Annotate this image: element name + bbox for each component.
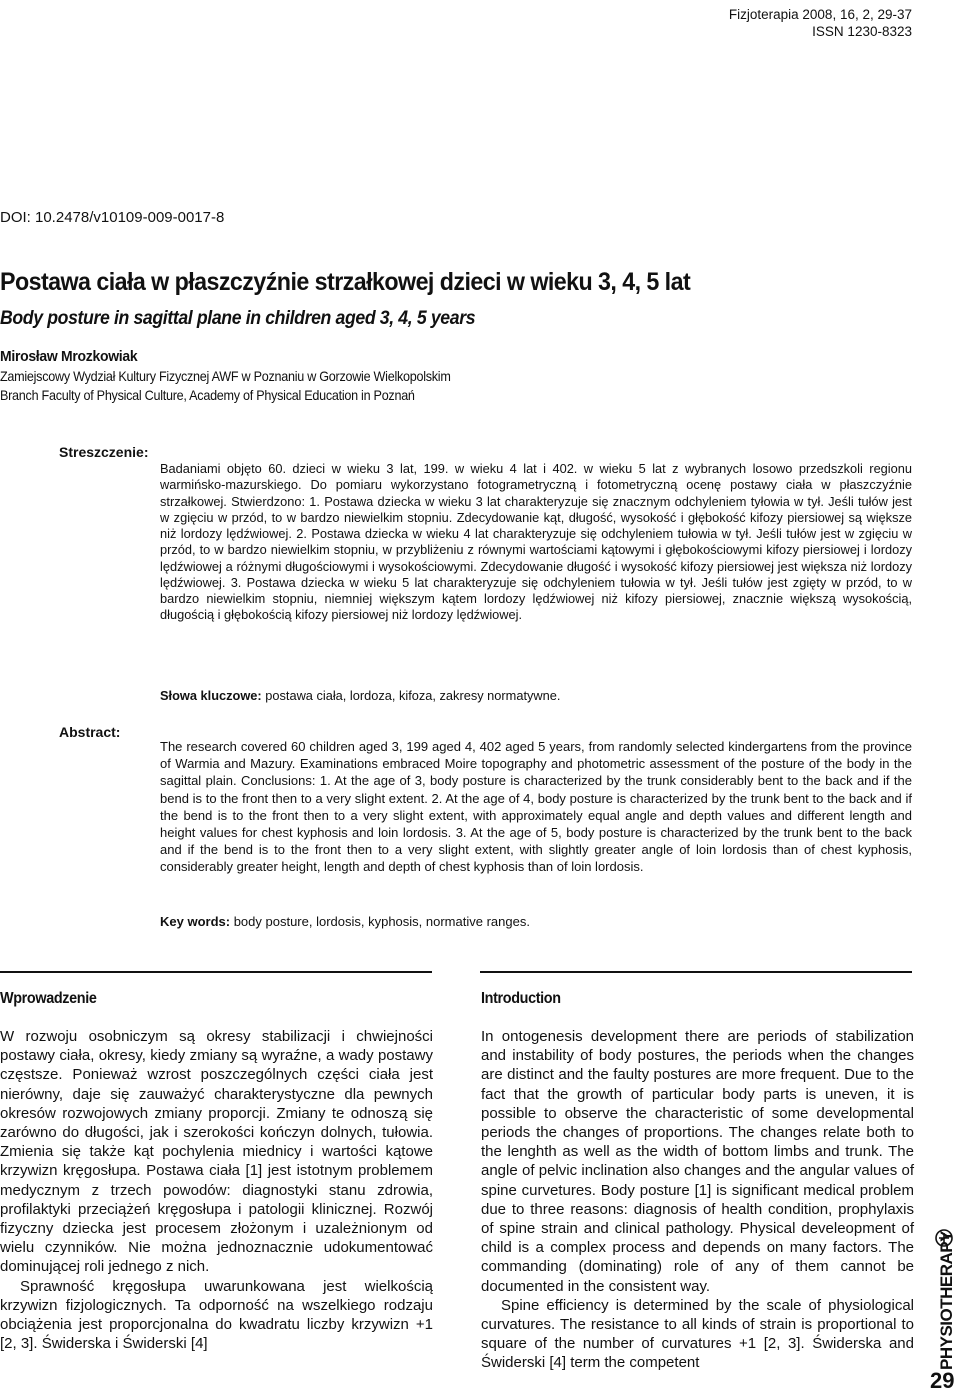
title-polish: Postawa ciała w płaszczyźnie strzałkowej dzieci w wieku 3, 4, 5 lat	[0, 268, 691, 296]
paragraph: W rozwoju osobniczym są okresy stabilizacji i chwiejności postawy ciała, okresy, kiedy zmiany są wyraźne, a wady postawy częstsze. Ponieważ wzrost poszczególnych części ciała jest nierówny, daje się zauważyć charakterystyczne dla pewnych okresów rozwojowych zmiany proporcji. Zmiany te odnoszą się zarówno do długości, jak i szerokości kończyn dolnych, tułowia. Zmienia się także kąt pochylenia miednicy i wartości kątowe krzywizn kręgosłupa. Postawa ciała [1] jest istotnym problemem medycznym z trzech powodów: diagnostyki stanu zdrowia, profilaktyki przeciążeń kręgosłupa i patologii klinicznej. Rozwój fizyczny dziecka jest procesem złożonym i uzależnionym od wielu czynników. Nie można jednoznacznie udokumentować dominującej roli jednego z nich.	[0, 1028, 433, 1276]
abstract-text-english: The research covered 60 children aged 3, 199 aged 4, 402 aged 5 years, from randomly selected kindergartens from the province of Warmia and Mazury. Examinations embraced Moire topography and photometric assessment of the posture of the body in the sagittal plain. Conclusions: 1. At the age of 3, body posture is characterized by the trunk considerably bent to the back and if the bend is to the front then to a very slight extent. 2. At the age of 4, body posture is characterized by the trunk bent to the back and if the bend is to the front then to a very slight extent, with approximately equal angle and depth values and different length and height values for chest kyphosis and loin lordosis. 3. At the age of 5, body posture is characterized by the trunk bent to the back and if the bend is to the front then to a very slight extent, with slightly greater angle of loin lordosis than of chest kyphosis, considerably greater height, length and depth of chest kyphosis than of loin lordosis.	[160, 739, 912, 875]
logo-text: PHYSIOTHERAPY	[937, 1231, 956, 1370]
journal-line: Fizjoterapia 2008, 16, 2, 29-37	[728, 7, 912, 22]
affiliation-english: Branch Faculty of Physical Culture, Academy of Physical Education in Poznań	[0, 387, 415, 403]
section-divider-right	[480, 971, 912, 973]
page-number: 29	[930, 1368, 955, 1393]
heading-wprowadzenie: Wprowadzenie	[0, 990, 97, 1007]
heading-introduction: Introduction	[481, 990, 561, 1007]
keywords-list-english: body posture, lordosis, kyphosis, normative ranges.	[230, 914, 530, 929]
keywords-label-polish: Słowa kluczowe:	[160, 688, 262, 703]
paragraph: In ontogenesis development there are periods of stabilization and instability of body postures, the periods when the changes are distinct and the faulty postures are more frequent. Due to the fact that the growth of particular body parts is uneven, it is possible to observe the characteristic of some developmental periods the changes of proportions. The changes relate both to the lenghth as well as the width of bottom limbs and trunk. The angle of pelvic inclination also changes and the angular values of spine curvetures. Body posture [1] is significant medical problem due to three reasons: diagnosis of health condition, prophylaxis of spine strain and clinical pathology. Physical develeopment of child is a complex process and depends on many factors. The commanding (dominating) role of any of them cannot be documented in the consistent way.	[481, 1028, 914, 1295]
column-polish	[0, 1027, 433, 1353]
keywords-polish	[160, 688, 560, 703]
summary-text-polish: Badaniami objęto 60. dzieci w wieku 3 lat, 199. w wieku 4 lat i 402. w wieku 5 lat z wybranych losowo przedszkoli regionu warmińsko-mazurskiego. Do pomiaru wykorzystano fotogrametryczną i fotometryczną ocenę postawy ciała w płaszczyźnie strzałkowej. Stwierdzono: 1. Postawa dziecka w wieku 3 lat charakteryzuje się znacznym odchyleniem tyłowia w tył. Jeśli tułów jest w zgięciu w przód, to w bardzo niewielkim stopniu. Zdecydowanie kąt, długość, wysokość i głębokość kifozy piersiowej są większe niż lordozy lędźwiowej. 2. Postawa dziecka w wieku 4 lat charakteryzuje się odchyleniem tułowia w tył. Jeśli tułów jest w zgięciu w przód, to w bardzo niewielkim stopniu, w przybliżeniu z równymi wartościami kątowymi i głębokościowymi kifozy piersiowej i lordozy lędźwiowej a różnymi długościowymi i wysokościowymi. Zdecydowanie długość i wysokość kifozy piersiowej jest większa niż lordozy lędźwiowej. 3. Postawa dziecka w wieku 5 lat charakteryzuje się odchyleniem tułowia w tył. Jeśli tułów jest zgięty w przód, to w bardzo niewielkim stopniu, niemniej większym kątem lordozy lędźwiowej niż kifozy piersiowej, znacznie większą wysokością, długością i głębokością kifozy piersiowej niż lordozy lędźwiowej.	[160, 461, 912, 623]
doi: DOI: 10.2478/v10109-009-0017-8	[0, 209, 225, 226]
summary-label-polish: Streszczenie:	[59, 444, 149, 460]
column-english	[481, 1027, 914, 1373]
keywords-english	[160, 914, 530, 929]
journal-reference	[729, 6, 912, 40]
paragraph: Spine efficiency is determined by the scale of physiological curvatures. The resistance to all kinds of strain is proportional to square of the number of curvatures +1 [2, 3]. Świderska and Świderski [4] term the competent	[481, 1296, 914, 1372]
paragraph: Sprawność kręgosłupa uwarunkowana jest wielkością krzywizn fizjologicznych. Ta odporność na wszelkiego rodzaju obciążenia jest proporcjonalna do kwadratu liczby krzywizn +1 [2, 3]. Świderska i Świderski [4]	[0, 1277, 433, 1353]
author-name: Mirosław Mrozkowiak	[0, 348, 138, 365]
physiotherapy-logo	[928, 1228, 958, 1378]
keywords-label-english: Key words:	[160, 914, 231, 929]
issn: ISSN 1230-8323	[812, 24, 912, 39]
title-english: Body posture in sagittal plane in children aged 3, 4, 5 years	[0, 308, 476, 329]
affiliation-polish: Zamiejscowy Wydział Kultury Fizycznej AWF w Poznaniu w Gorzowie Wielkopolskim	[0, 368, 451, 384]
section-divider-left	[0, 971, 432, 973]
keywords-list-polish: postawa ciała, lordoza, kifoza, zakresy normatywne.	[261, 688, 561, 703]
abstract-label-english: Abstract:	[59, 724, 121, 740]
